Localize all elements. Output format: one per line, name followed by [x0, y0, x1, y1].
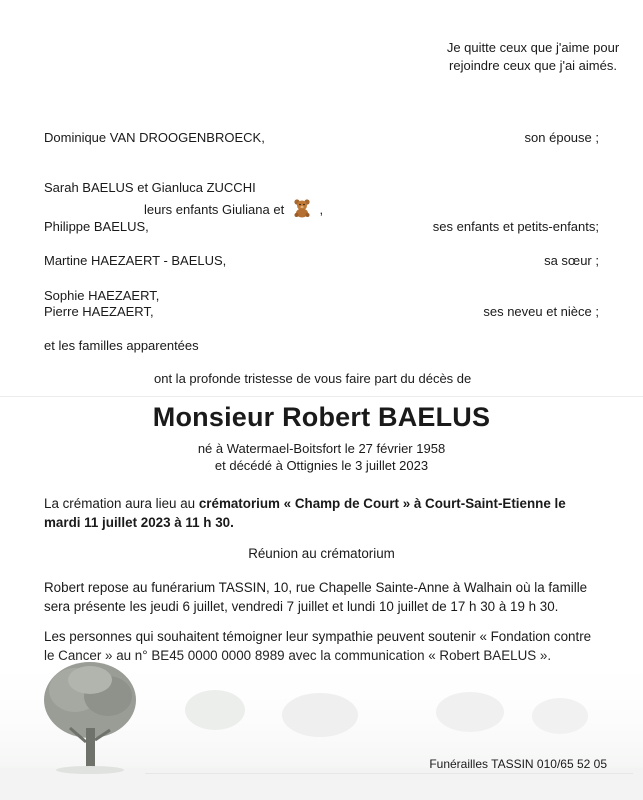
grandchildren-line	[144, 198, 323, 218]
nephew-name: Pierre HAEZAERT,	[44, 304, 154, 319]
reunion-line: Réunion au crématorium	[248, 546, 395, 561]
relatives-line: et les familles apparentées	[44, 338, 199, 353]
grandchildren-prefix: leurs enfants Giuliana et	[144, 202, 285, 217]
child2-name: Philippe BAELUS,	[44, 219, 149, 234]
tree-icon	[0, 650, 643, 800]
cremation-date: mardi 11 juillet 2023 à 11 h 30.	[44, 515, 234, 530]
sister-relation: sa sœur ;	[544, 253, 599, 268]
grandchildren-suffix: ,	[319, 202, 324, 217]
visitation-paragraph: Robert repose au funérarium TASSIN, 10, rue Chapelle Sainte-Anne à Walhain où la famille sera présente les jeudi 6 juillet, vendredi 7 juillet et lundi 10 juillet de 17 h 30 à 19 h 30.	[44, 580, 588, 614]
spouse-name: Dominique VAN DROOGENBROECK,	[44, 130, 265, 145]
teddy-bear-icon	[292, 198, 312, 218]
cremation-intro: La crémation aura lieu au	[44, 496, 199, 511]
children-line: Sarah BAELUS et Gianluca ZUCCHI	[44, 180, 256, 195]
cremation-place: crématorium « Champ de Court » à Court-Saint-Etienne le	[198, 496, 566, 511]
niece-name: Sophie HAEZAERT,	[44, 288, 160, 303]
funeral-home-contact: Funérailles TASSIN 010/65 52 05	[429, 757, 607, 771]
birth-line: né à Watermael-Boitsfort le 27 février 1958	[197, 441, 446, 456]
sister-name: Martine HAEZAERT - BAELUS,	[44, 253, 227, 268]
announcement-line: ont la profonde tristesse de vous faire part du décès de	[154, 371, 472, 386]
cremation-paragraph	[44, 494, 600, 532]
deceased-name: Monsieur Robert BAELUS	[152, 402, 491, 432]
child2-relation: ses enfants et petits-enfants;	[432, 219, 599, 234]
epitaph-quote	[428, 39, 638, 75]
quote-line-1: Je quitte ceux que j'aime pour	[446, 40, 620, 55]
donation-paragraph: Les personnes qui souhaitent témoigner leur sympathie peuvent soutenir « Fondation contre	[44, 629, 592, 644]
spouse-relation: son épouse ;	[524, 130, 599, 145]
nephew-relation: ses neveu et nièce ;	[483, 304, 599, 319]
quote-line-2: rejoindre ceux que j'ai aimés.	[449, 58, 617, 73]
fold-line	[0, 396, 643, 397]
footer-divider	[145, 773, 633, 774]
death-line: et décédé à Ottignies le 3 juillet 2023	[214, 458, 429, 473]
